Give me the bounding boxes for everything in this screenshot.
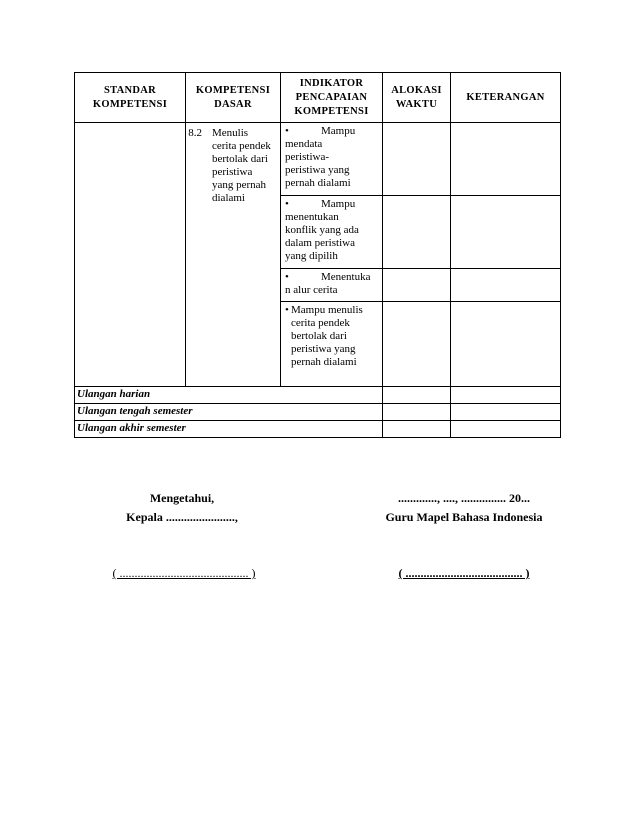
syllabus-table xyxy=(74,72,561,438)
kd-first-word: Menulis xyxy=(212,127,249,139)
indicator-line: menentukan xyxy=(285,211,339,223)
bullet-icon: • xyxy=(285,304,289,316)
indicator-line: mendata xyxy=(285,138,323,150)
kd-line: dialami xyxy=(212,192,245,204)
table-row xyxy=(75,123,561,196)
signature-left-name xyxy=(86,566,282,581)
header-standar-kompetensi xyxy=(75,73,186,123)
header-ind-line2: PENCAPAIAN xyxy=(295,91,368,103)
header-aw-line2: WAKTU xyxy=(395,98,438,110)
indicator-line: dalam peristiwa xyxy=(285,237,355,249)
kd-number: 8.2 xyxy=(188,127,202,139)
indicator-line: peristiwa yang xyxy=(291,343,356,355)
header-ind-line3: KOMPETENSI xyxy=(294,105,369,117)
table-row xyxy=(75,421,561,438)
signature-right-role: Guru Mapel Bahasa Indonesia xyxy=(385,510,543,524)
cell-keterangan xyxy=(451,387,561,404)
signature-right-name-text: ( ....................................... ) xyxy=(398,566,530,580)
cell-alokasi-waktu xyxy=(383,302,451,387)
indicator-line: konflik yang ada xyxy=(285,224,359,236)
signature-right-date: ............., ...., ............... 20... xyxy=(398,491,530,505)
kd-line: peristiwa xyxy=(212,166,253,178)
header-row xyxy=(75,73,561,123)
cell-alokasi-waktu xyxy=(383,387,451,404)
header-aw-line1: ALOKASI xyxy=(391,84,442,96)
indicator-line: peristiwa- xyxy=(285,151,329,163)
header-kd-line1: KOMPETENSI xyxy=(195,84,271,96)
cell-alokasi-waktu xyxy=(383,269,451,302)
indicator-cell xyxy=(281,302,383,387)
indicator-line: yang dipilih xyxy=(285,250,338,262)
cell-alokasi-waktu xyxy=(383,421,451,438)
cell-standar-kompetensi xyxy=(75,123,186,387)
cell-keterangan xyxy=(451,123,561,196)
indicator-cell xyxy=(281,196,383,269)
header-kompetensi-dasar xyxy=(186,73,281,123)
signature-left-title: Mengetahui, xyxy=(149,491,215,505)
cell-kompetensi-dasar xyxy=(186,123,281,387)
cell-alokasi-waktu xyxy=(383,196,451,269)
signature-left-role: Kepala ......................., xyxy=(126,510,238,524)
indicator-first-word: Mampu xyxy=(321,125,356,137)
footer-ulangan-akhir: Ulangan akhir semester xyxy=(75,421,383,438)
cell-keterangan xyxy=(451,404,561,421)
header-alokasi-waktu xyxy=(383,73,451,123)
cell-keterangan xyxy=(451,269,561,302)
kd-line: yang pernah xyxy=(212,179,267,191)
table-row xyxy=(75,387,561,404)
indicator-line: peristiwa yang xyxy=(285,164,350,176)
indicator-line: bertolak dari xyxy=(291,330,347,342)
indicator-line: n alur cerita xyxy=(285,284,338,296)
cell-keterangan xyxy=(451,302,561,387)
signature-right-name xyxy=(366,566,562,581)
header-kd-line2: DASAR xyxy=(214,98,252,110)
kd-line: bertolak dari xyxy=(212,153,268,165)
header-sk-line2: KOMPETENSI xyxy=(92,98,168,110)
signature-left-name-text: ( ........................................... ) xyxy=(112,566,256,580)
header-indikator xyxy=(281,73,383,123)
indicator-cell xyxy=(281,123,383,196)
bullet-icon: • xyxy=(285,125,289,137)
kd-line: cerita pendek xyxy=(212,140,271,152)
indicator-line: cerita pendek xyxy=(291,317,350,329)
header-ind-line1: INDIKATOR xyxy=(299,77,364,89)
cell-alokasi-waktu xyxy=(383,123,451,196)
indicator-line: pernah dialami xyxy=(285,177,351,189)
header-sk-line1: STANDAR xyxy=(103,84,157,96)
indicator-first-word: Menentuka xyxy=(321,271,371,283)
cell-alokasi-waktu xyxy=(383,404,451,421)
table-row xyxy=(75,404,561,421)
indicator-first-word: Mampu xyxy=(321,198,356,210)
header-keterangan xyxy=(451,73,561,123)
bullet-icon: • xyxy=(285,271,289,283)
cell-keterangan xyxy=(451,196,561,269)
indicator-line: pernah dialami xyxy=(291,356,357,368)
indicator-cell xyxy=(281,269,383,302)
bullet-icon: • xyxy=(285,198,289,210)
footer-ulangan-tengah: Ulangan tengah semester xyxy=(75,404,383,421)
indicator-first-word: Mampu menulis xyxy=(291,304,363,316)
cell-keterangan xyxy=(451,421,561,438)
footer-ulangan-harian: Ulangan harian xyxy=(75,387,383,404)
header-ket-text: KETERANGAN xyxy=(466,91,545,103)
